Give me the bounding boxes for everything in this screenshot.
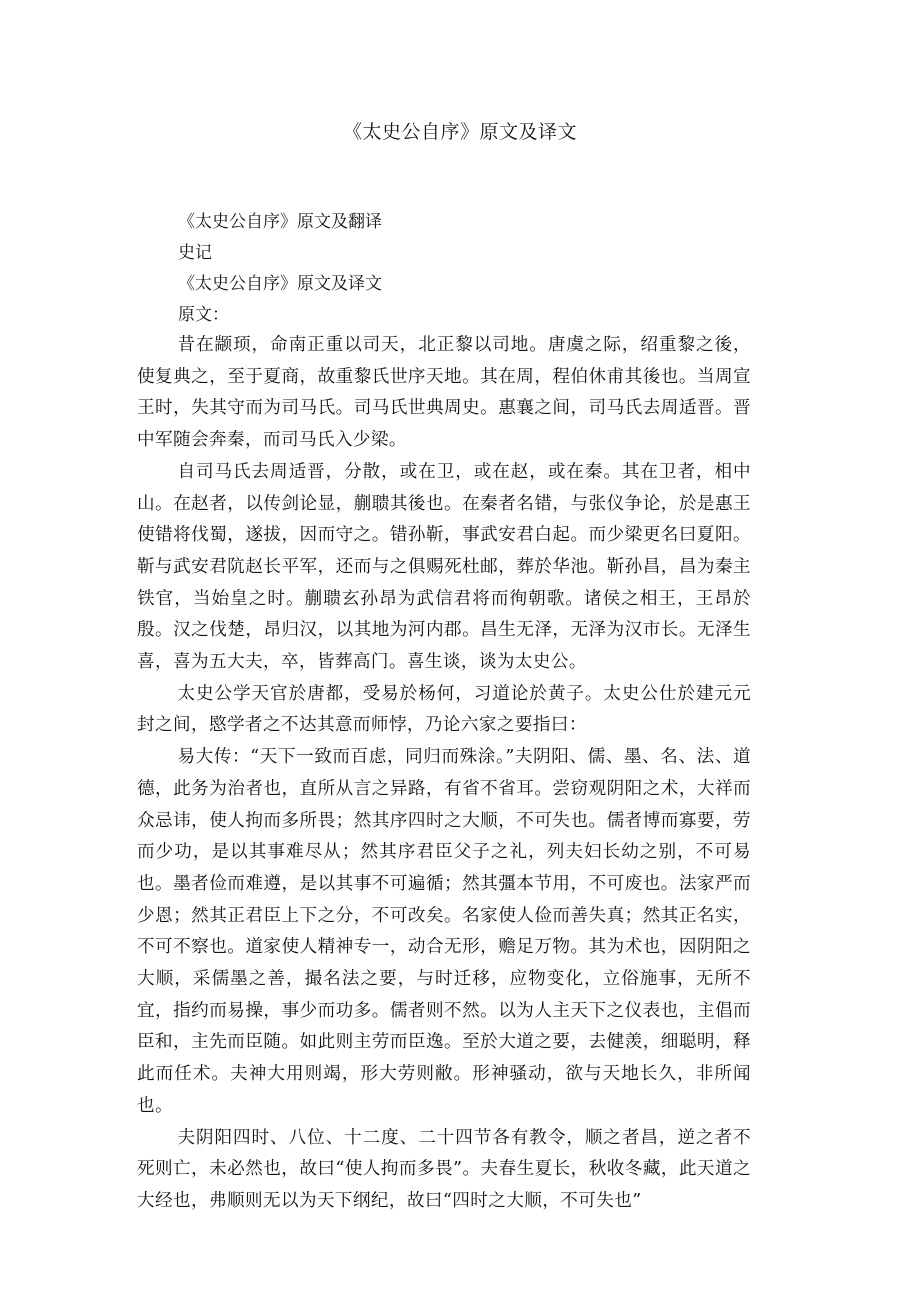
paragraph: 昔在颛顼，命南正重以司天，北正黎以司地。唐虞之际，绍重黎之後，使复典之，至于夏商，故重黎氏世序天地。其在周，程伯休甫其後也。当周宣王时，失其守而为司马氏。司马氏世典周史。惠襄之间，司马氏去周适晋。晋中军随会奔秦，而司马氏入少梁。 (137, 335, 751, 451)
document-title: 《太史公自序》原文及译文 (342, 121, 577, 143)
body-text (137, 330, 751, 1218)
paragraph: 夫阴阳四时、八位、十二度、二十四节各有教令，顺之者昌，逆之者不死则亡，未必然也，故曰“使人拘而多畏”。夫春生夏长，秋收冬藏，此天道之大经也，弗顺则无以为天下纲纪，故曰“四时之大顺，不可失也” (137, 1127, 751, 1211)
paragraph: 自司马氏去周适晋，分散，或在卫，或在赵，或在秦。其在卫者，相中山。在赵者，以传剑论显，蒯聩其後也。在秦者名错，与张仪争论，於是惠王使错将伐蜀，遂拔，因而守之。错孙靳，事武安君白起。而少梁更名曰夏阳。靳与武安君阬赵长平军，还而与之俱赐死杜邮，葬於华池。靳孙昌，昌为秦主铁官，当始皇之时。蒯聩玄孙昂为武信君将而徇朝歌。诸侯之相王，王昂於殷。汉之伐楚，昂归汉，以其地为河内郡。昌生无泽，无泽为汉市长。无泽生喜，喜为五大夫，卒，皆葬高门。喜生谈，谈为太史公。 (137, 461, 751, 673)
paragraph: 太史公学天官於唐都，受易於杨何，习道论於黄子。太史公仕於建元元封之间，愍学者之不达其意而师悖，乃论六家之要指曰： (137, 683, 751, 736)
original-text-label: 原文： (178, 305, 229, 325)
subtitle-original-and-translation: 《太史公自序》原文及翻译 (178, 212, 382, 232)
subtitle-original-and-yiwen: 《太史公自序》原文及译文 (178, 274, 382, 294)
source-book-label: 史记 (178, 243, 212, 263)
paragraph: 易大传：“天下一致而百虑，同归而殊涂。”夫阴阳、儒、墨、名、法、道德，此务为治者也，直所从言之异路，有省不省耳。尝窃观阴阳之术，大祥而众忌讳，使人拘而多所畏；然其序四时之大顺，不可失也。儒者博而寡要，劳而少功，是以其事难尽从；然其序君臣父子之礼，列夫妇长幼之别，不可易也。墨者俭而难遵，是以其事不可遍循；然其彊本节用，不可废也。法家严而少恩；然其正君臣上下之分，不可改矣。名家使人俭而善失真；然其正名实，不可不察也。道家使人精神专一，动合无形，赡足万物。其为术也，因阴阳之大顺，采儒墨之善，撮名法之要，与时迁移，应物变化，立俗施事，无所不宜，指约而易操，事少而功多。儒者则不然。以为人主天下之仪表也，主倡而臣和，主先而臣随。如此则主劳而臣逸。至於大道之要，去健羡，细聪明，释此而任术。夫神大用则竭，形大劳则敝。形神骚动，欲与天地长久，非所闻也。 (137, 747, 751, 1116)
